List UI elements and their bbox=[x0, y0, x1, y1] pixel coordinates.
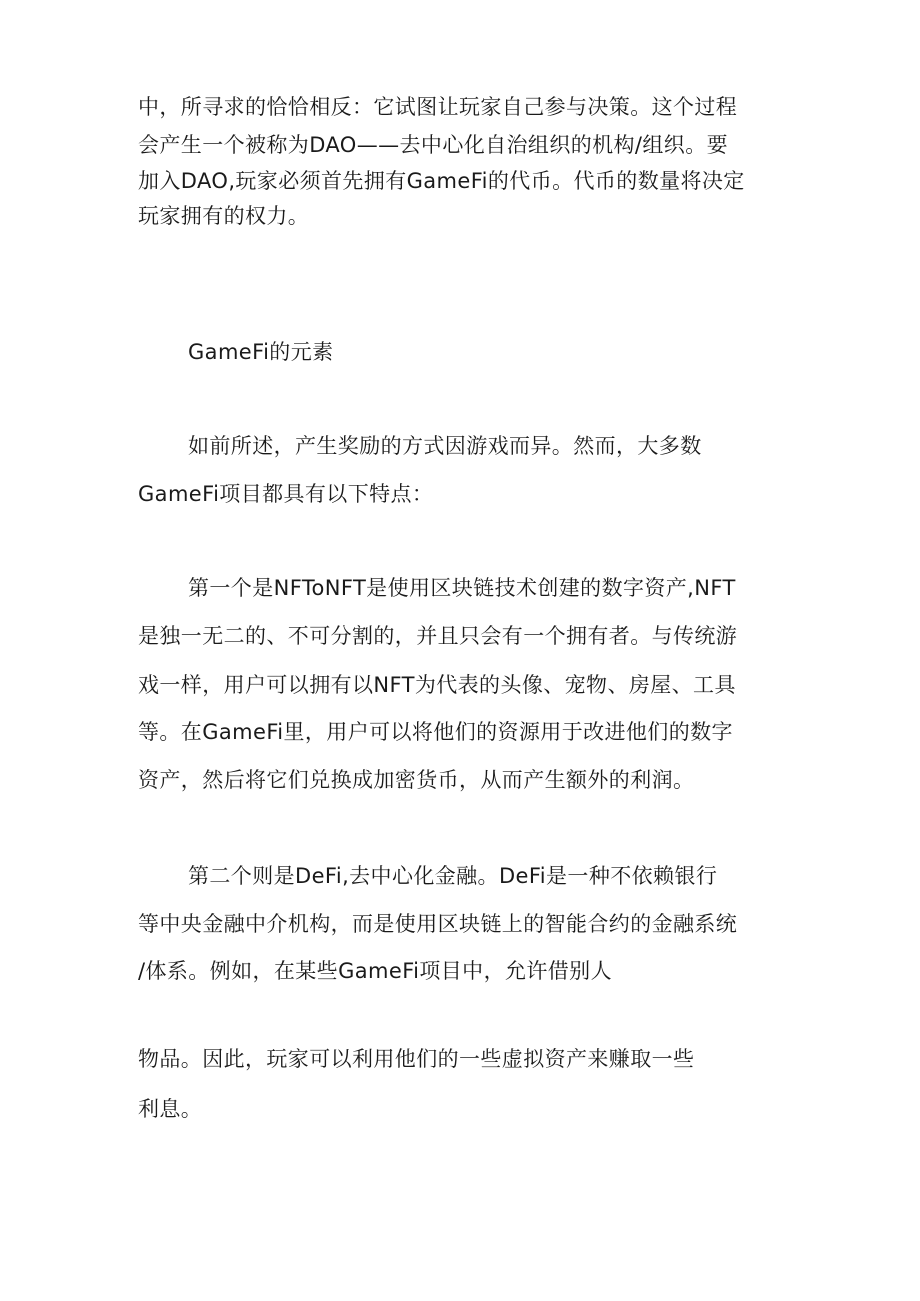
text-line: 玩家拥有的权力。 bbox=[138, 204, 310, 228]
text-line: 物品。因此，玩家可以利用他们的一些虚拟资产来赚取一些 bbox=[138, 1047, 695, 1071]
text-line: 是独一无二的、不可分割的，并且只会有一个拥有者。与传统游 bbox=[138, 624, 738, 648]
section-heading: GameFi的元素 bbox=[188, 340, 334, 364]
text-line: 中，所寻求的恰恰相反：它试图让玩家自己参与决策。这个过程 bbox=[138, 95, 738, 119]
text-line: 戏一样，用户可以拥有以NFT为代表的头像、宠物、房屋、工具 bbox=[138, 673, 736, 697]
text-line: 第一个是NFToNFT是使用区块链技术创建的数字资产,NFT bbox=[188, 576, 736, 600]
text-line: 会产生一个被称为DAO——去中心化自治组织的机构/组织。要 bbox=[138, 133, 729, 157]
text-line: 资产，然后将它们兑换成加密货币，从而产生额外的利润。 bbox=[138, 768, 695, 792]
text-line: 等中央金融中介机构，而是使用区块链上的智能合约的金融系统 bbox=[138, 912, 738, 936]
text-line: 等。在GameFi里，用户可以将他们的资源用于改进他们的数字 bbox=[138, 720, 733, 744]
text-line: 第二个则是DeFi,去中心化金融。DeFi是一种不依赖银行 bbox=[188, 864, 718, 888]
text-line: GameFi项目都具有以下特点： bbox=[138, 482, 434, 506]
text-line: /体系。例如，在某些GameFi项目中，允许借别人 bbox=[138, 959, 612, 983]
text-line: 加入DAO,玩家必须首先拥有GameFi的代币。代币的数量将决定 bbox=[138, 169, 745, 193]
text-line: 利息。 bbox=[138, 1097, 203, 1121]
text-line: 如前所述，产生奖励的方式因游戏而异。然而，大多数 bbox=[188, 434, 702, 458]
